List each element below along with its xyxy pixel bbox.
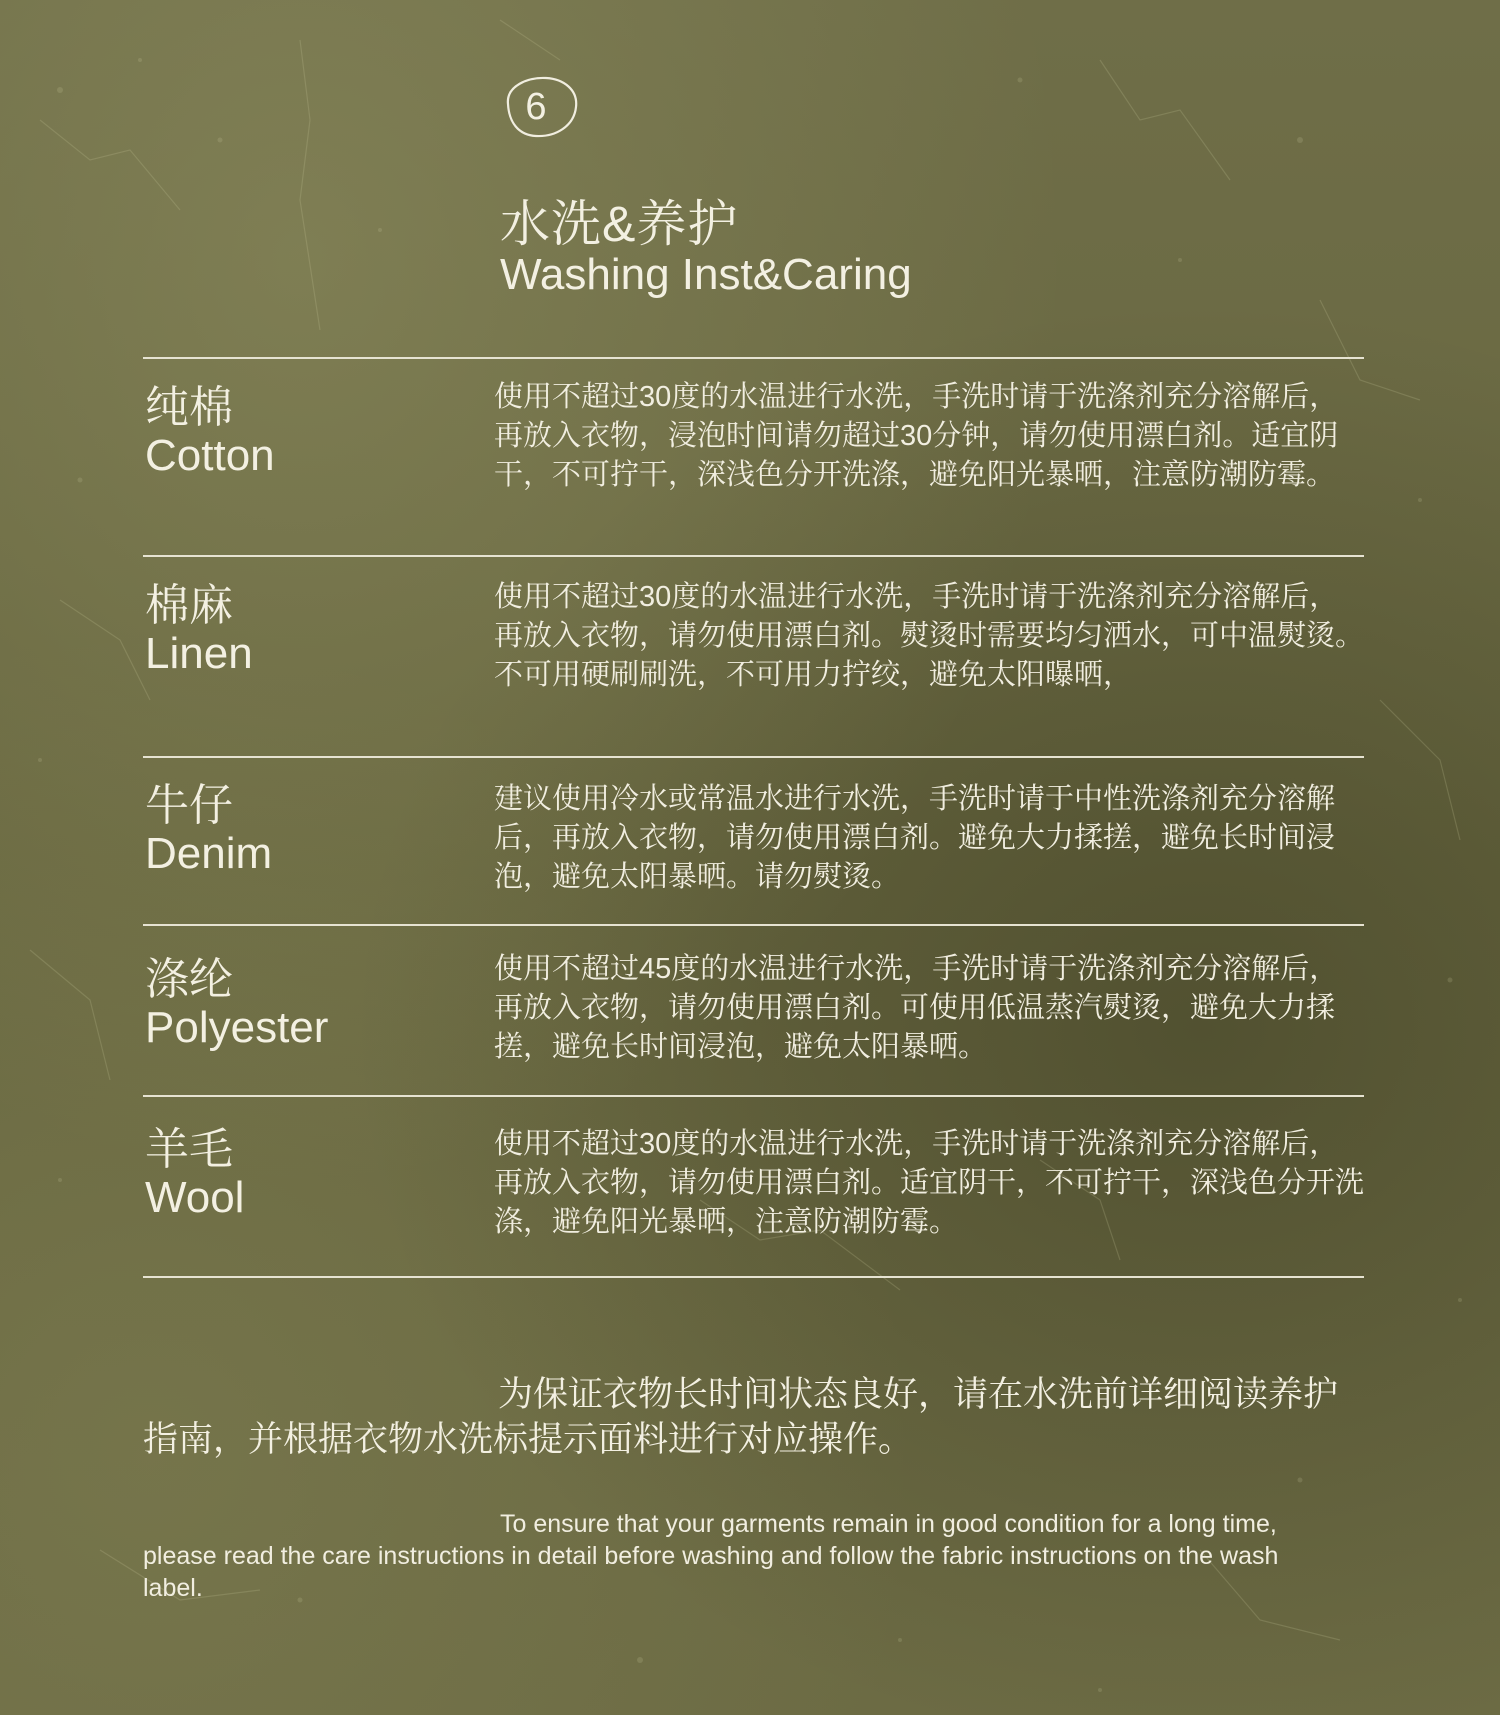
section-number-badge <box>498 74 580 140</box>
fabric-label-polyester <box>145 956 328 1052</box>
divider <box>143 1095 1364 1097</box>
fabric-label-linen <box>145 582 253 678</box>
fabric-name-zh: 涤纶 <box>145 955 233 1004</box>
divider <box>143 357 1364 359</box>
fabric-name-zh: 纯棉 <box>145 383 233 432</box>
fabric-label-cotton <box>145 384 275 480</box>
care-text-linen: 使用不超过30度的水温进行水洗，手洗时请于洗涤剂充分溶解后，再放入衣物，请勿使用漂白剂。熨烫时需要均匀洒水，可中温熨烫。不可用硬刷刷洗，不可用力拧绞，避免太阳曝晒， <box>494 581 1365 691</box>
divider <box>143 1276 1364 1278</box>
fabric-name-zh: 羊毛 <box>145 1125 233 1174</box>
page-title-zh: 水洗&养护 <box>500 196 739 252</box>
fabric-name-en: Cotton <box>145 431 275 480</box>
fabric-label-denim <box>145 782 272 878</box>
divider <box>143 924 1364 926</box>
care-text-polyester: 使用不超过45度的水温进行水洗，手洗时请于洗涤剂充分溶解后，再放入衣物，请勿使用漂白剂。可使用低温蒸汽熨烫，避免大力揉搓，避免长时间浸泡，避免太阳暴晒。 <box>494 953 1339 1063</box>
care-text-cotton: 使用不超过30度的水温进行水洗，手洗时请于洗涤剂充分溶解后，再放入衣物，浸泡时间请勿超过30分钟，请勿使用漂白剂。适宜阴干，不可拧干，深浅色分开洗涤，避免阳光暴晒，注意防潮防霉。 <box>494 381 1339 491</box>
fabric-name-en: Polyester <box>145 1003 329 1052</box>
care-text-wool: 使用不超过30度的水温进行水洗，手洗时请于洗涤剂充分溶解后，再放入衣物，请勿使用漂白剂。适宜阴干，不可拧干，深浅色分开洗涤，避免阳光暴晒，注意防潮防霉。 <box>494 1128 1365 1238</box>
care-note-en: To ensure that your garments remain in good condition for a long time, please read the care instructions in detail before washing and follow the fabric instructions on the wash label. <box>143 1510 1279 1602</box>
divider <box>143 555 1364 557</box>
fabric-name-en: Denim <box>145 829 273 878</box>
page-title-en: Washing Inst&Caring <box>500 250 912 299</box>
fabric-name-zh: 牛仔 <box>145 781 233 830</box>
fabric-name-en: Wool <box>145 1173 245 1222</box>
fabric-label-wool <box>145 1126 244 1222</box>
section-number: 6 <box>525 85 547 128</box>
fabric-name-zh: 棉麻 <box>145 581 233 630</box>
divider <box>143 756 1364 758</box>
fabric-name-en: Linen <box>145 629 253 678</box>
care-text-denim: 建议使用冷水或常温水进行水洗，手洗时请于中性洗涤剂充分溶解后，再放入衣物，请勿使用漂白剂。避免大力揉搓，避免长时间浸泡，避免太阳暴晒。请勿熨烫。 <box>494 783 1336 893</box>
care-note-zh: 为保证衣物长时间状态良好，请在水洗前详细阅读养护指南，并根据衣物水洗标提示面料进行对应操作。 <box>143 1375 1339 1459</box>
